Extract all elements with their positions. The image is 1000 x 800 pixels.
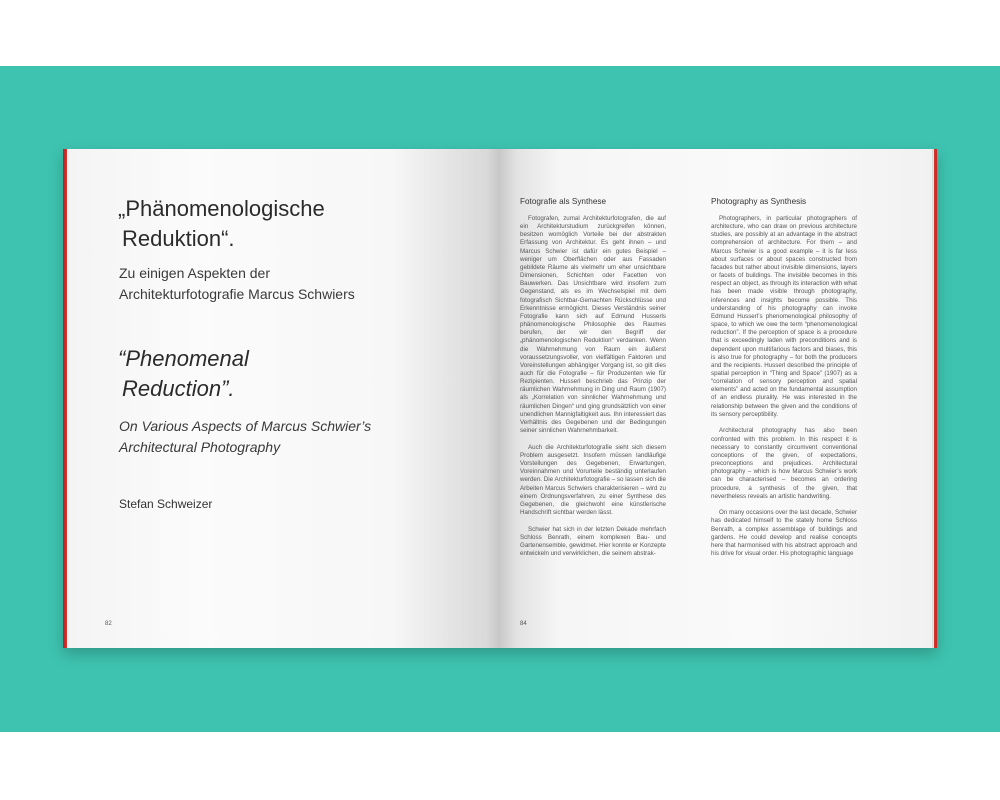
subtitle-german-line: Zu einigen Aspekten der <box>119 265 270 281</box>
english-paragraph: Architectural photography has also been confronted with this problem. In this respect it is necessary to constantly circumvent conventional conceptions of the given, of expectations, preconceptions and prejudices. Architectural photography – which is how Marcus Schwier’s work can be characterised – becomes an ordering procedure, a synthesis of the given, that nevertheless reveals an artistic handwriting. <box>711 427 857 500</box>
left-page <box>67 149 500 648</box>
title-english <box>118 344 249 404</box>
english-paragraph: Photographers, in particular photographers of architecture, who can draw on previous architecture studies, are possibly at an advantage in the abstract comprehension of architecture. For them – and Marcus Schwier is a good example – it is far less about surfaces or about spaces constructed from facades but rather about invisible dimensions, layers or facets of buildings. The invisible becomes in this respect an object, as through its interaction with what has been made visible through photography, inferences and insights become possible. This understanding of his photography can invoke Edmund Husserl’s phenomenological philosophy of space, to which we owe the term “phenomenological reduction”. If the perception of space is a procedure that is exceedingly laden with preconditions and is dependent upon multifarious factors and biases, this is also true for photography – for both the producers and the recipients. Husserl described the principle of spatial perception in “Thing and Space” (1907) as a “correlation of sensory perception and spatial elements” and acted on the fundamental assumption of an endless plurality. He was interested in the relationship between the given and the conditions of its sensory perceptibility. <box>711 215 857 418</box>
subtitle-english <box>119 416 371 458</box>
title-english-line: Reduction”. <box>122 376 235 401</box>
subtitle-german-line: Architekturfotografie Marcus Schwiers <box>119 286 355 302</box>
right-page <box>500 149 932 648</box>
title-german-line: „Phänomenologische <box>118 196 325 221</box>
german-paragraph: Auch die Architekturfotografie sieht sich diesem Problem ausgesetzt. Insofern müssen landläufige Vorstellungen des Gegebenen, Erwartungen, Voreinnahmen und Vorurteile beständig unterlaufen werden. Die Architekturfotografie – so lassen sich die Arbeiten Marcus Schwiers charakterisieren – wird zu einem Ordnungsverfahren, zu einer Synthese des Gegebenen, die gleichwohl eine künstlerische Handschrift sichtbar werden lässt. <box>520 443 666 516</box>
open-book <box>63 149 937 648</box>
title-english-line: “Phenomenal <box>118 346 249 371</box>
subtitle-german <box>119 263 355 305</box>
page-number-right: 84 <box>520 621 527 627</box>
english-heading: Photography as Synthesis <box>711 197 807 206</box>
title-german <box>118 194 325 254</box>
german-paragraph: Fotografen, zumal Architekturfotografen, die auf ein Architekturstudium zurückgreifen können, besitzen womöglich Vorteile bei der abstrakten Erfassung von Architektur. Es geht ihnen – und Marcus Schwier ist dafür ein gutes Beispiel – weniger um Oberflächen oder aus Fassaden gebildete Räume als vielmehr um eher unsichtbare Dimensionen, Schichten oder Facetten von Bauwerken. Das Unsichtbare wird insofern zum Gegenstand, als es im Wechselspiel mit dem fotografisch Sichtbar-Gemachten Rückschlüsse und Erkenntnisse ermöglicht. Dieses Verständnis seiner Fotografie kann sich auf Edmund Husserls phänomenologische Philosophie des Raumes berufen, der wir den Begriff der „phänomenologischen Reduktion“ verdanken. Wenn die Wahrnehmung von Raum ein äußerst voraussetzungsvoller, von vielfältigen Faktoren und Voreinstellungen abhängiger Vorgang ist, so gilt dies auch für die Fotografie – für Produzenten wie für Rezipienten. Husserl beschrieb das Prinzip der räumlichen Wahrnehmung in Ding und Raum (1907) als „Korrelation von sinnlicher Wahrnehmung und räumlichen Dingen“ und ging grundsätzlich von einer unendlichen Mannigfaltigkeit aus. Ihn interessiert das Verhältnis des Gegebenen und der Bedingungen seiner sinnlichen Wahrnehmbarkeit. <box>520 215 666 435</box>
book-edge-right <box>932 149 937 648</box>
german-column <box>520 197 666 567</box>
english-paragraph: On many occasions over the last decade, Schwier has dedicated himself to the stately home Schloss Benrath, a complex assemblage of buildings and gardens. He could develop and realise concepts here that harmonised with his abstract approach and his drive for visual order. His photographic language <box>711 509 857 558</box>
author-name: Stefan Schweizer <box>119 497 213 511</box>
german-paragraph: Schwier hat sich in der letzten Dekade mehrfach Schloss Benrath, einem komplexen Bau- und Gartenensemble, gewidmet. Hier konnte er Konzepte entwickeln und verwirklichen, die seinem abstrak- <box>520 525 666 558</box>
english-column <box>711 197 857 567</box>
title-german-line: Reduktion“. <box>122 226 235 251</box>
german-heading: Fotografie als Synthese <box>520 197 607 206</box>
subtitle-english-line: Architectural Photography <box>119 439 281 455</box>
page-number-left: 82 <box>105 621 112 627</box>
subtitle-english-line: On Various Aspects of Marcus Schwier’s <box>119 418 372 434</box>
